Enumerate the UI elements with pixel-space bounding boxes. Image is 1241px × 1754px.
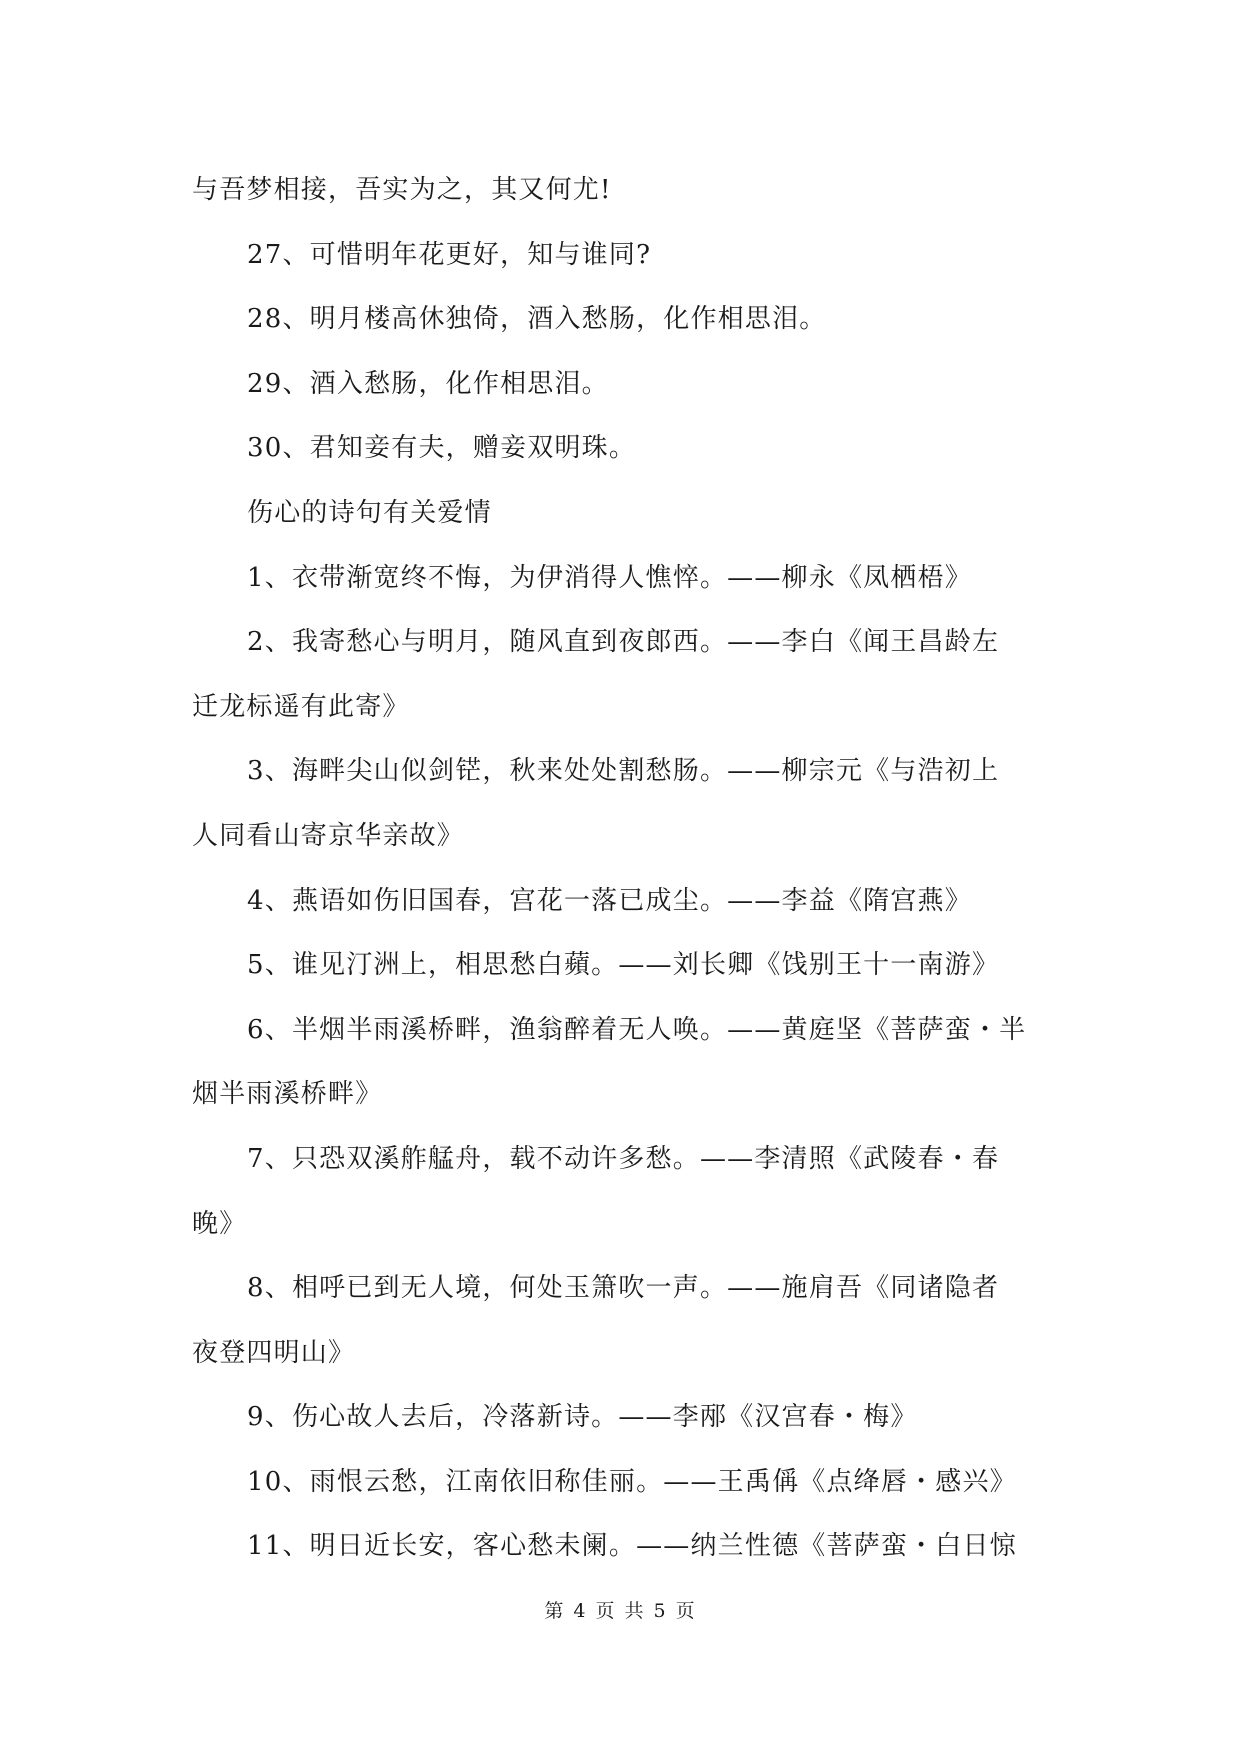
text-line: 人同看山寄京华亲故》 — [192, 820, 465, 851]
text-line: 3、海畔尖山似剑铓，秋来处处割愁肠。——柳宗元《与浩初上 — [247, 756, 1000, 787]
text-line: 1、衣带渐宽终不悔，为伊消得人憔悴。——柳永《凤栖梧》 — [247, 562, 972, 593]
text-line: 30、君知妾有夫，赠妾双明珠。 — [247, 433, 637, 464]
text-line: 与吾梦相接，吾实为之，其又何尤! — [192, 175, 612, 205]
page-body — [192, 158, 1052, 1579]
text-line: 9、伤心故人去后，冷落新诗。——李邴《汉宫春・梅》 — [247, 1402, 918, 1433]
text-line: 4、燕语如伤旧国春，宫花一落已成尘。——李益《隋宫燕》 — [247, 885, 972, 916]
text-line: 5、谁见汀洲上，相思愁白蘋。——刘长卿《饯别王十一南游》 — [247, 950, 1000, 981]
text-line: 迁龙标遥有此寄》 — [192, 691, 410, 722]
text-line: 晚》 — [192, 1208, 247, 1239]
text-line: 11、明日近长安，客心愁未阑。——纳兰性德《菩萨蛮・白日惊 — [247, 1531, 1017, 1562]
text-line: 8、相呼已到无人境，何处玉箫吹一声。——施肩吾《同诸隐者 — [247, 1273, 1000, 1304]
text-line: 10、雨恨云愁，江南依旧称佳丽。——王禹偁《点绛唇・感兴》 — [247, 1466, 1017, 1497]
text-line: 7、只恐双溪舴艋舟，载不动许多愁。——李清照《武陵春・春 — [247, 1143, 1000, 1174]
text-line: 伤心的诗句有关爱情 — [247, 497, 492, 528]
text-line: 2、我寄愁心与明月，随风直到夜郎西。——李白《闻王昌龄左 — [247, 627, 1000, 658]
text-line: 28、明月楼高休独倚，酒入愁肠，化作相思泪。 — [247, 304, 827, 335]
text-line: 29、酒入愁肠，化作相思泪。 — [247, 368, 609, 399]
text-line: 27、可惜明年花更好，知与谁同? — [247, 239, 652, 270]
text-line: 烟半雨溪桥畔》 — [192, 1079, 383, 1110]
text-line: 夜登四明山》 — [192, 1337, 356, 1368]
page-footer: 第 4 页 共 5 页 — [544, 1600, 697, 1622]
text-line: 6、半烟半雨溪桥畔，渔翁醉着无人唤。——黄庭坚《菩萨蛮・半 — [247, 1014, 1027, 1045]
